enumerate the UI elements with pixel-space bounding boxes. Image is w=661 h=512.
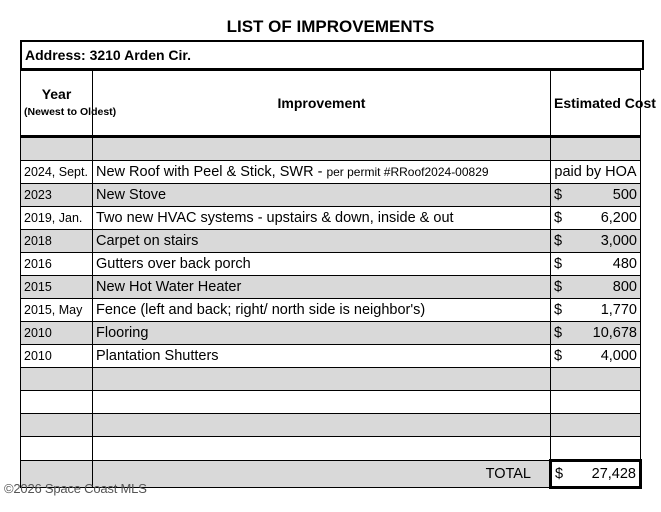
improvement-cell xyxy=(93,368,551,391)
currency-symbol: $ xyxy=(554,302,563,318)
currency-symbol: $ xyxy=(554,279,563,295)
cost-amount: 800 xyxy=(612,279,637,295)
watermark: ©2026 Space Coast MLS xyxy=(4,481,147,496)
table-row xyxy=(21,345,641,368)
address-bar: Address: 3210 Arden Cir. xyxy=(20,40,644,70)
year-cell: 2015 xyxy=(21,276,93,299)
cost-amount: 4,000 xyxy=(600,348,637,364)
table-row xyxy=(21,299,641,322)
improvement-cell xyxy=(93,161,551,184)
improvement-text: Two new HVAC systems - upstairs & down, inside & out xyxy=(96,210,454,226)
cost-cell xyxy=(551,437,641,461)
improvements-sheet xyxy=(20,40,656,486)
cost-cell xyxy=(551,414,641,437)
year-cell xyxy=(21,437,93,461)
currency-symbol: $ xyxy=(554,256,563,272)
improvement-cell xyxy=(93,345,551,368)
table-row xyxy=(21,184,641,207)
cost-cell xyxy=(551,230,641,253)
cost-cell xyxy=(551,184,641,207)
improvement-text: Carpet on stairs xyxy=(96,233,199,249)
cost-cell xyxy=(551,345,641,368)
cost-cell xyxy=(551,253,641,276)
cost-cell xyxy=(551,368,641,391)
year-header-note: (Newest to Oldest) xyxy=(24,106,117,118)
year-cell: 2024, Sept. xyxy=(21,161,93,184)
improvement-cell xyxy=(93,184,551,207)
year-cell: 2010 xyxy=(21,345,93,368)
cost-cell xyxy=(551,391,641,414)
year-header-label: Year xyxy=(41,86,72,102)
cost-cell xyxy=(551,322,641,345)
improvement-cell xyxy=(93,299,551,322)
table-row xyxy=(21,437,641,461)
improvement-cell xyxy=(93,207,551,230)
table-row xyxy=(21,414,641,437)
cost-amount: 500 xyxy=(612,187,637,203)
cost-amount: paid by HOA xyxy=(554,164,637,180)
improvement-cell xyxy=(93,230,551,253)
year-cell: 2010 xyxy=(21,322,93,345)
cost-cell xyxy=(551,207,641,230)
year-cell: 2019, Jan. xyxy=(21,207,93,230)
year-cell xyxy=(21,368,93,391)
cost-amount: 1,770 xyxy=(600,302,637,318)
cost-cell xyxy=(551,276,641,299)
cost-amount: 6,200 xyxy=(600,210,637,226)
improvement-cell xyxy=(93,322,551,345)
table-row xyxy=(21,137,641,161)
table-row xyxy=(21,276,641,299)
table-row xyxy=(21,161,641,184)
year-cell: 2016 xyxy=(21,253,93,276)
year-cell xyxy=(21,137,93,161)
cost-cell xyxy=(551,137,641,161)
improvement-cell xyxy=(93,137,551,161)
cost-amount: 10,678 xyxy=(592,325,637,341)
year-cell: 2023 xyxy=(21,184,93,207)
improvements-table xyxy=(20,70,656,489)
table-row xyxy=(21,207,641,230)
currency-symbol: $ xyxy=(554,348,563,364)
year-cell: 2015, May xyxy=(21,299,93,322)
improvement-cell xyxy=(93,276,551,299)
page-title: LIST OF IMPROVEMENTS xyxy=(226,17,435,36)
permit-note: per permit #RRoof2024-00829 xyxy=(326,165,489,179)
table-row xyxy=(21,391,641,414)
cost-cell xyxy=(551,161,641,184)
cost-amount: 3,000 xyxy=(600,233,637,249)
total-currency: $ xyxy=(555,466,564,482)
total-label: TOTAL xyxy=(93,461,551,488)
improvement-cell xyxy=(93,437,551,461)
currency-symbol: $ xyxy=(554,233,563,249)
improvement-text: Gutters over back porch xyxy=(96,256,251,272)
improvement-cell xyxy=(93,253,551,276)
header-row xyxy=(21,71,641,137)
improvement-header: Improvement xyxy=(93,71,551,137)
total-amount: 27,428 xyxy=(591,466,636,482)
year-header xyxy=(21,71,117,137)
table-row xyxy=(21,322,641,345)
currency-symbol: $ xyxy=(554,210,563,226)
improvement-text: New Hot Water Heater xyxy=(96,279,242,295)
improvement-cell xyxy=(93,414,551,437)
cost-cell xyxy=(551,299,641,322)
year-cell xyxy=(21,391,93,414)
cost-header: Estimated Cost xyxy=(551,71,641,137)
table-row xyxy=(21,368,641,391)
improvement-cell xyxy=(93,391,551,414)
year-cell xyxy=(21,414,93,437)
currency-symbol: $ xyxy=(554,187,563,203)
table-row xyxy=(21,253,641,276)
year-cell: 2018 xyxy=(21,230,93,253)
improvement-text: New Roof with Peel & Stick, SWR - xyxy=(96,164,327,180)
currency-symbol: $ xyxy=(554,325,563,341)
total-cost-cell xyxy=(551,461,641,488)
improvement-text: New Stove xyxy=(96,187,167,203)
improvement-text: Plantation Shutters xyxy=(96,348,219,364)
table-row xyxy=(21,230,641,253)
improvement-text: Fence (left and back; right/ north side is neighbor's) xyxy=(96,302,426,318)
improvement-text: Flooring xyxy=(96,325,149,341)
cost-amount: 480 xyxy=(612,256,637,272)
